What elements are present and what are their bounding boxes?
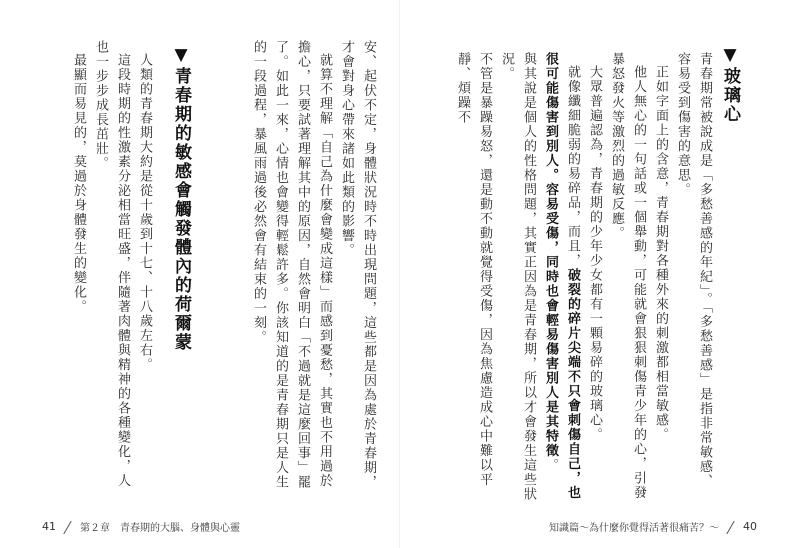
right-paragraph-1: 青春期常被說成是「多愁善感的年紀」。「多愁善感」是指非常敏感、容易受到傷害的意思。 [675,52,712,489]
carryover-paragraph-1: 安、起伏不定，身體狀況時不時出現問題，這些都是因為處於青春期，才會對身心帶來諸如此類的影響。 [339,40,376,490]
carryover-paragraph-2: 就算不理解「自己為什麼會變成這樣」而感到憂愁，其實也不用過於擔心，只要試著理解其中的原因，自然會明白「不過就是這麼回事」罷了。如此一來，心情也會變得輕鬆許多。你該知道的是青春期只是人生的一段過程，暴風雨過後必然會有結束的一刻。 [251,40,332,490]
right-paragraph-5-start: 就像纖細脆弱的易碎品，而且， [565,65,580,268]
right-section-heading: ▼玻璃心 [720,45,740,124]
left-page-body-text [40,40,155,490]
right-page-number: 40 [743,520,757,533]
left-page-footer [42,519,240,534]
right-paragraph-5-end: 。 [543,458,558,473]
right-page [400,0,799,548]
left-paragraph-1: 人類的青春期大約是從十歲到十七、十八歲左右。 [137,53,152,372]
left-page-number: 41 [42,520,56,533]
left-paragraph-3: 最顯而易見的，莫過於身體發生的變化。 [71,53,86,314]
footer-divider-icon [725,521,737,533]
section-title: 知識篇～為什麼你覺得活著很痛苦？～ [549,523,719,534]
right-paragraph-5-emphasis: 破裂的碎片尖端不只會刺傷自己，也很可能傷害到別人。容易受傷，同時也會輕易傷害別人是其特徵 [543,52,580,500]
right-paragraph-7: 不管是暴躁易怒，還是動不動就覺得受傷，因為焦慮造成心中難以平靜、煩躁不 [455,52,492,487]
right-paragraph-4: 大眾普遍認為，青春期的少年少女都有一顆易碎的玻璃心。 [587,65,602,442]
right-paragraph-5 [539,52,583,502]
right-paragraph-6: 與其說是個人的性格問題，其實正因為是青春期，所以才會發生這些狀況。 [499,52,536,502]
left-page [0,0,399,548]
right-paragraph-2: 正如字面上的含意，青春期對各種外來的刺激都相當敏感。 [653,65,668,442]
footer-divider-icon [62,521,74,533]
left-paragraph-2: 這段時期的性激素分泌相當旺盛，伴隨著肉體與精神的各種變化，人也一步步成長茁壯。 [93,40,130,488]
right-page-body-text [455,52,715,502]
right-page-footer [549,519,757,534]
chapter-title: 第２章 青春期的大腦、身體與心靈 [80,523,240,534]
left-section-heading: ▼青春期的敏感會觸發體內的荷爾蒙 [171,45,191,352]
right-paragraph-3: 他人無心的一句話或一個舉動，可能就會狠狠刺傷青少年的心，引發暴怒發火等激烈的過敏反應。 [609,52,646,500]
left-page-carryover-text [219,40,379,490]
